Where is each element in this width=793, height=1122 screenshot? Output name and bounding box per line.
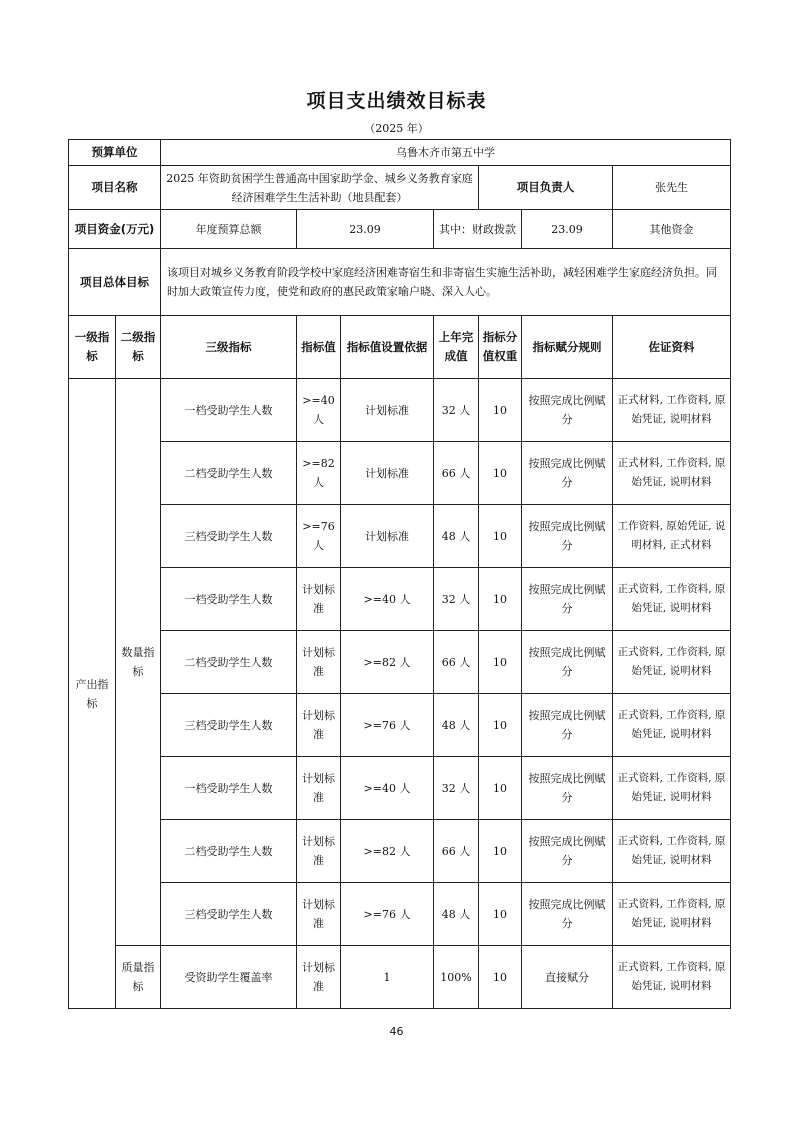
- indicator-weight: 10: [479, 379, 522, 442]
- header-basis: 指标值设置依据: [341, 316, 434, 379]
- indicator-weight: 10: [479, 505, 522, 568]
- indicator-rule: 按照完成比例赋分: [522, 442, 613, 505]
- indicator-weight: 10: [479, 946, 522, 1009]
- indicator-basis: >=76 人: [341, 883, 434, 946]
- indicator-weight: 10: [479, 694, 522, 757]
- unit-label: 预算单位: [69, 140, 161, 166]
- indicator-value: 计划标准: [297, 568, 341, 631]
- table-row: [69, 505, 731, 568]
- indicator-proof: 正式资料, 工作资料, 原始凭证, 说明材料: [613, 820, 731, 883]
- table-row: [69, 568, 731, 631]
- indicator-basis: >=40 人: [341, 568, 434, 631]
- leader-value: 张先生: [613, 166, 731, 210]
- goal-text: 该项目对城乡义务教育阶段学校中家庭经济困难寄宿生和非寄宿生实施生活补助，减轻困难学生家庭经济负担。同时加大政策宣传力度，使党和政府的惠民政策家喻户晓、深入人心。: [161, 249, 731, 316]
- indicator-prev: 100%: [434, 946, 479, 1009]
- indicator-proof: 正式材料, 工作资料, 原始凭证, 说明材料: [613, 442, 731, 505]
- table-row: [69, 442, 731, 505]
- page-title: 项目支出绩效目标表: [306, 90, 487, 112]
- table-row: [69, 757, 731, 820]
- indicator-value: >=40 人: [297, 379, 341, 442]
- indicator-name: 受资助学生覆盖率: [161, 946, 297, 1009]
- header-level1: 一级指标: [69, 316, 116, 379]
- goal-label: 项目总体目标: [69, 249, 161, 316]
- indicator-name: 一档受助学生人数: [161, 379, 297, 442]
- indicator-basis: >=76 人: [341, 694, 434, 757]
- indicator-name: 二档受助学生人数: [161, 820, 297, 883]
- indicator-rule: 按照完成比例赋分: [522, 505, 613, 568]
- quantity-group-cell: 数量指标: [116, 379, 161, 946]
- header-rule: 指标赋分规则: [522, 316, 613, 379]
- indicator-value: 计划标准: [297, 820, 341, 883]
- indicator-rule: 按照完成比例赋分: [522, 568, 613, 631]
- indicator-value: 计划标准: [297, 757, 341, 820]
- indicator-name: 二档受助学生人数: [161, 631, 297, 694]
- indicator-proof: 正式资料, 工作资料, 原始凭证, 说明材料: [613, 631, 731, 694]
- header-weight: 指标分值权重: [479, 316, 522, 379]
- indicator-basis: 计划标准: [341, 379, 434, 442]
- indicator-basis: >=82 人: [341, 631, 434, 694]
- unit-value: 乌鲁木齐市第五中学: [161, 140, 731, 166]
- project-name-label: 项目名称: [69, 166, 161, 210]
- other-label: 其他资金: [613, 210, 731, 249]
- indicator-name: 一档受助学生人数: [161, 757, 297, 820]
- indicator-prev: 48 人: [434, 694, 479, 757]
- indicator-prev: 32 人: [434, 379, 479, 442]
- indicator-name: 二档受助学生人数: [161, 442, 297, 505]
- page-number: 46: [389, 1025, 404, 1038]
- indicator-value: 计划标准: [297, 694, 341, 757]
- fiscal-label: 其中：财政拨款: [434, 210, 522, 249]
- indicator-value: >=82 人: [297, 442, 341, 505]
- indicator-proof: 正式材料, 工作资料, 原始凭证, 说明材料: [613, 379, 731, 442]
- header-level3: 三级指标: [161, 316, 297, 379]
- indicator-proof: 正式资料, 工作资料, 原始凭证, 说明材料: [613, 757, 731, 820]
- indicator-name: 三档受助学生人数: [161, 505, 297, 568]
- quality-group-cell: 质量指标: [116, 946, 161, 1009]
- indicator-weight: 10: [479, 568, 522, 631]
- table-row: [69, 883, 731, 946]
- indicator-basis: >=82 人: [341, 820, 434, 883]
- header-level2: 二级指标: [116, 316, 161, 379]
- indicator-rule: 按照完成比例赋分: [522, 820, 613, 883]
- level1-cell: 产出指标: [69, 379, 116, 1009]
- indicator-rule: 按照完成比例赋分: [522, 694, 613, 757]
- indicator-prev: 66 人: [434, 442, 479, 505]
- indicator-prev: 32 人: [434, 568, 479, 631]
- table-row: [69, 820, 731, 883]
- indicator-value: 计划标准: [297, 883, 341, 946]
- indicator-weight: 10: [479, 820, 522, 883]
- indicator-proof: 正式资料, 工作资料, 原始凭证, 说明材料: [613, 694, 731, 757]
- indicator-proof: 正式资料, 工作资料, 原始凭证, 说明材料: [613, 946, 731, 1009]
- indicator-rule: 按照完成比例赋分: [522, 883, 613, 946]
- indicator-value: 计划标准: [297, 631, 341, 694]
- indicator-proof: 正式资料, 工作资料, 原始凭证, 说明材料: [613, 568, 731, 631]
- indicator-prev: 66 人: [434, 631, 479, 694]
- indicator-prev: 66 人: [434, 820, 479, 883]
- annual-budget-value: 23.09: [297, 210, 434, 249]
- indicator-basis: >=40 人: [341, 757, 434, 820]
- indicator-name: 三档受助学生人数: [161, 694, 297, 757]
- indicator-name: 一档受助学生人数: [161, 568, 297, 631]
- header-prev: 上年完成值: [434, 316, 479, 379]
- header-row: [69, 316, 731, 379]
- header-value: 指标值: [297, 316, 341, 379]
- year-label: （2025 年）: [364, 122, 429, 135]
- indicator-name: 三档受助学生人数: [161, 883, 297, 946]
- indicator-value: >=76 人: [297, 505, 341, 568]
- indicator-rule: 按照完成比例赋分: [522, 379, 613, 442]
- fiscal-value: 23.09: [522, 210, 613, 249]
- indicator-value: 计划标准: [297, 946, 341, 1009]
- performance-table: [68, 139, 731, 1009]
- indicator-rule: 直接赋分: [522, 946, 613, 1009]
- indicator-basis: 1: [341, 946, 434, 1009]
- indicator-prev: 48 人: [434, 505, 479, 568]
- project-name-value: 2025 年资助贫困学生普通高中国家助学金、城乡义务教育家庭经济困难学生生活补助（地县配套）: [161, 166, 479, 210]
- table-row: [69, 379, 731, 442]
- indicator-weight: 10: [479, 757, 522, 820]
- indicator-proof: 工作资料, 原始凭证, 说明材料, 正式材料: [613, 505, 731, 568]
- indicator-basis: 计划标准: [341, 505, 434, 568]
- indicator-weight: 10: [479, 442, 522, 505]
- indicator-rule: 按照完成比例赋分: [522, 757, 613, 820]
- indicator-weight: 10: [479, 631, 522, 694]
- leader-label: 项目负责人: [479, 166, 613, 210]
- table-row: [69, 631, 731, 694]
- funds-label: 项目资金(万元): [69, 210, 161, 249]
- indicator-basis: 计划标准: [341, 442, 434, 505]
- header-proof: 佐证资料: [613, 316, 731, 379]
- indicator-prev: 32 人: [434, 757, 479, 820]
- table-row: [69, 946, 731, 1009]
- indicator-rule: 按照完成比例赋分: [522, 631, 613, 694]
- annual-budget-label: 年度预算总额: [161, 210, 297, 249]
- table-row: [69, 694, 731, 757]
- indicator-proof: 正式资料, 工作资料, 原始凭证, 说明材料: [613, 883, 731, 946]
- indicator-weight: 10: [479, 883, 522, 946]
- indicator-prev: 48 人: [434, 883, 479, 946]
